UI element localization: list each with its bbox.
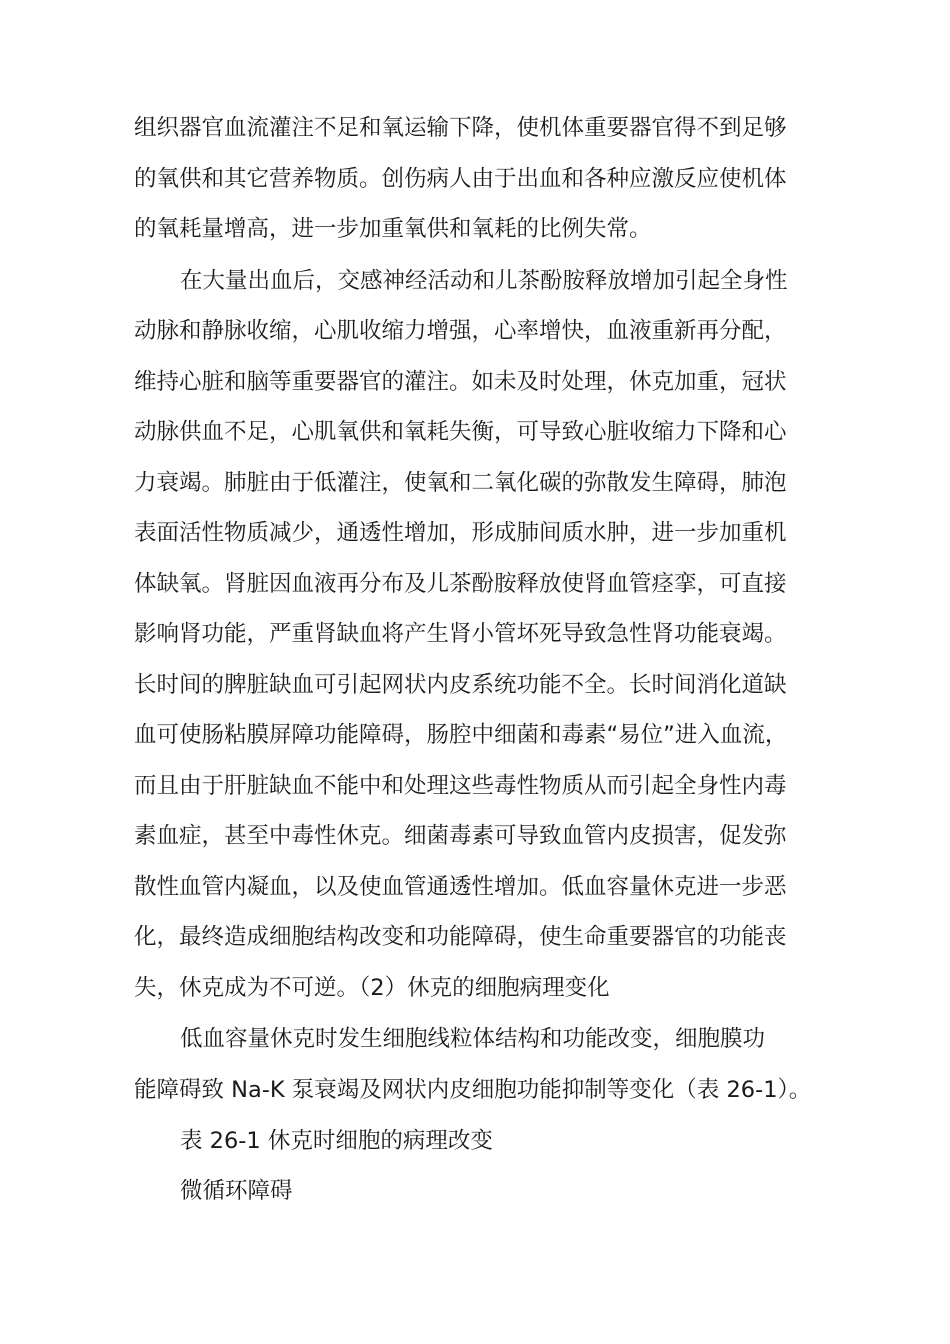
text-line: 长时间的脾脏缺血可引起网状内皮系统功能不全。长时间消化道缺 <box>134 672 787 698</box>
text-line: 化，最终造成细胞结构改变和功能障碍，使生命重要器官的功能丧 <box>134 924 787 950</box>
text-line: 在大量出血后，交感神经活动和儿茶酚胺释放增加引起全身性 <box>180 268 788 294</box>
text-line: 维持心脏和脑等重要器官的灌注。如未及时处理，休克加重，冠状 <box>134 369 787 395</box>
text-line: 而且由于肝脏缺血不能中和处理这些毒性物质从而引起全身性内毒 <box>134 773 787 799</box>
text-line: 影响肾功能，严重肾缺血将产生肾小管坏死导致急性肾功能衰竭。 <box>134 621 787 647</box>
text-line: 素血症，甚至中毒性休克。细菌毒素可导致血管内皮损害，促发弥 <box>134 823 787 849</box>
text-line: 散性血管内凝血，以及使血管通透性增加。低血容量休克进一步恶 <box>134 874 787 900</box>
text-line: 低血容量休克时发生细胞线粒体结构和功能改变，细胞膜功 <box>180 1026 766 1052</box>
text-line: 表面活性物质减少，通透性增加，形成肺间质水肿，进一步加重机 <box>134 520 787 546</box>
text-line: 力衰竭。肺脏由于低灌注，使氧和二氧化碳的弥散发生障碍，肺泡 <box>134 470 787 496</box>
text-line: 组织器官血流灌注不足和氧运输下降，使机体重要器官得不到足够 <box>134 115 787 141</box>
text-line: 动脉供血不足，心肌氧供和氧耗失衡，可导致心脏收缩力下降和心 <box>134 419 787 445</box>
text-line: 的氧耗量增高，进一步加重氧供和氧耗的比例失常。 <box>134 216 652 242</box>
text-line: 血可使肠粘膜屏障功能障碍，肠腔中细菌和毒素“易位”进入血流， <box>134 722 788 748</box>
text-line: 动脉和静脉收缩，心肌收缩力增强，心率增快，血液重新再分配， <box>134 318 787 344</box>
table-item: 微循环障碍 <box>180 1178 293 1204</box>
text-line: 失，休克成为不可逆。（2）休克的细胞病理变化 <box>134 975 610 1001</box>
text-line: 能障碍致 Na-K 泵衰竭及网状内皮细胞功能抑制等变化（表 26-1）。 <box>134 1077 812 1103</box>
text-line: 的氧供和其它营养物质。创伤病人由于出血和各种应激反应使机体 <box>134 166 787 192</box>
table-caption: 表 26-1 休克时细胞的病理改变 <box>180 1128 493 1154</box>
text-line: 体缺氧。肾脏因血液再分布及儿茶酚胺释放使肾血管痉挛，可直接 <box>134 571 787 597</box>
